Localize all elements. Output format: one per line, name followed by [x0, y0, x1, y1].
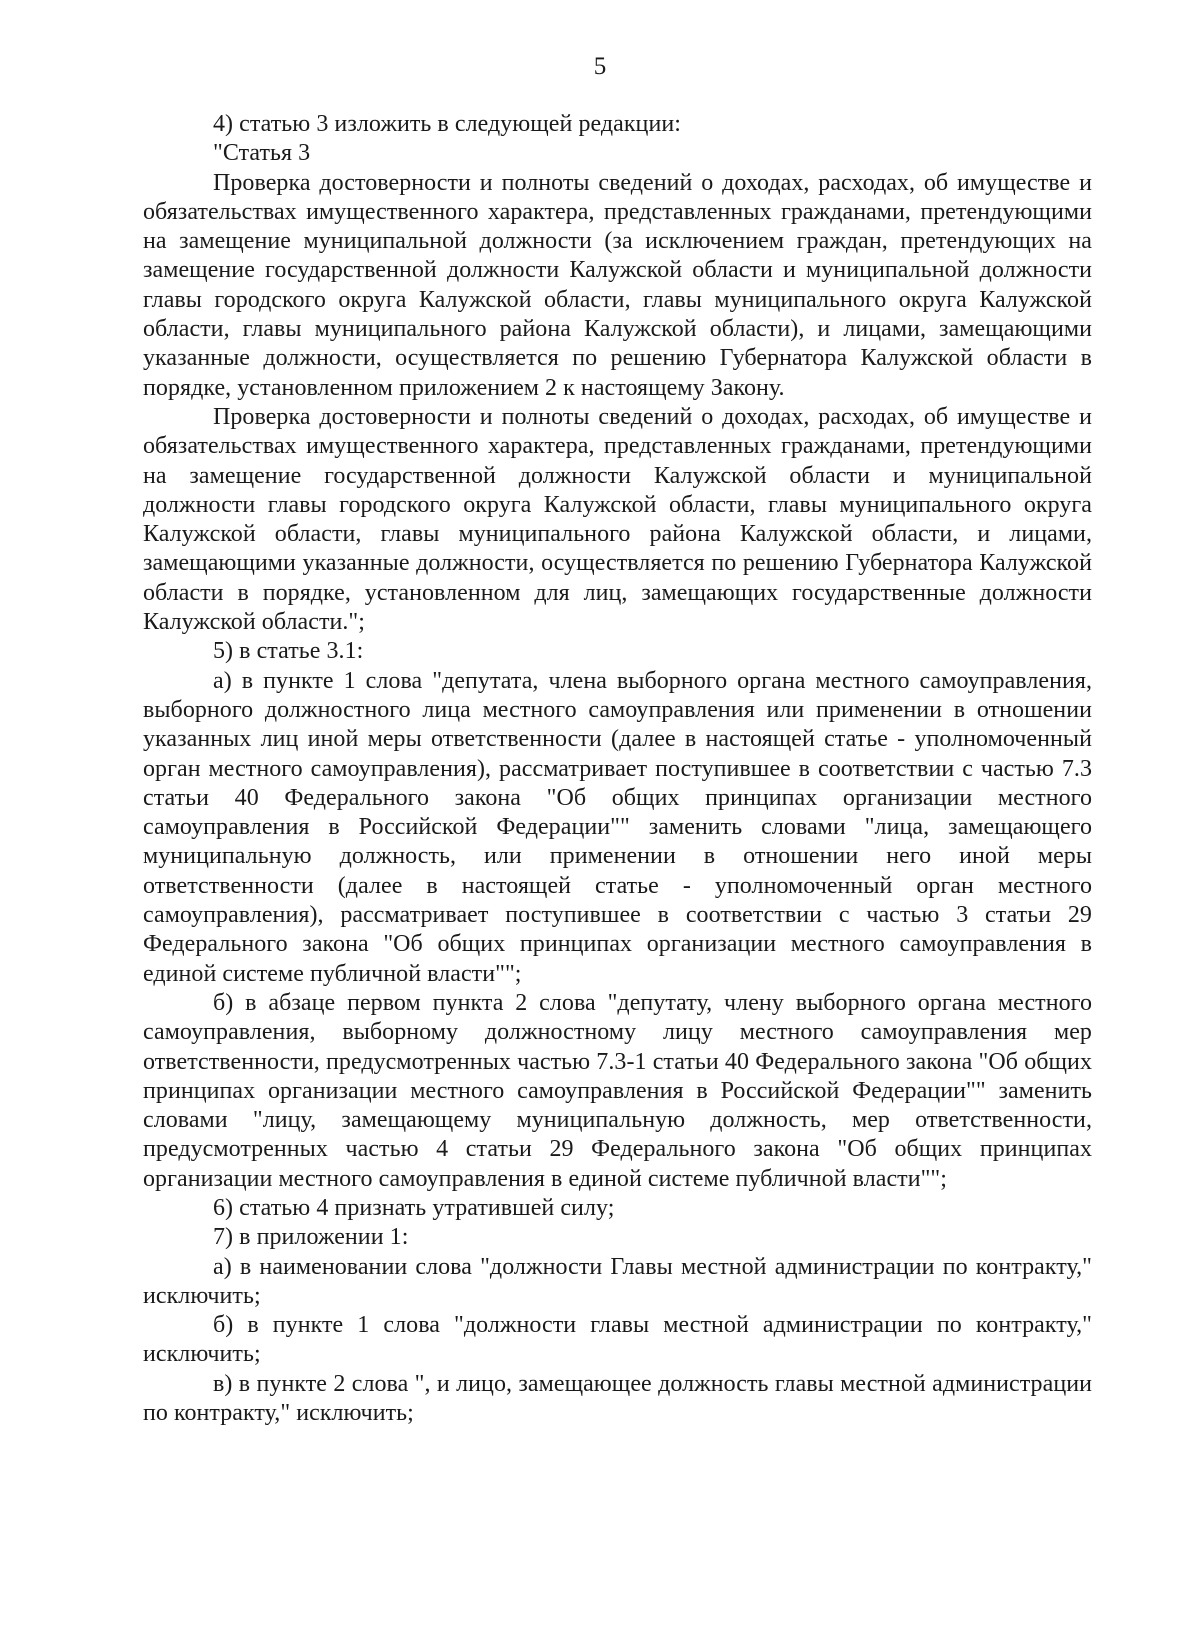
amendment-subitem-a: а) в пункте 1 слова "депутата, члена выборного органа местного самоуправления, выборного должностного лица местного самоуправления или применении в отношении указанных лиц иной меры ответственности (далее в настоящей статье - уполномоченный орган местного самоуправления), рассматривает поступившее в соответствии с частью 7.3 статьи 40 Федерального закона "Об общих принципах организации местного самоуправления в Российской Федерации"" заменить словами "лица, замещающего муниципальную должность, или применении в отношении него иной меры ответственности (далее в настоящей статье - уполномоченный орган местного самоуправления), рассматривает поступившее в соответствии с частью 3 статьи 29 Федерального закона "Об общих принципах организации местного самоуправления в единой системе публичной власти""; [143, 667, 1092, 987]
amendment-item-5: 5) в статье 3.1: [213, 638, 364, 665]
amendment-subitem-b: б) в абзаце первом пункта 2 слова "депутату, члену выборного органа местного самоуправления, выборному должностному лицу местного самоуправления мер ответственности, предусмотренных частью 7.3-1 статьи 40 Федерального закона "Об общих принципах организации местного самоуправления в Российской Федерации"" заменить словами "лицу, замещающему муниципальную должность, мер ответственности, предусмотренных частью 4 статьи 29 Федерального закона "Об общих принципах организации местного самоуправления в единой системе публичной власти""; [143, 989, 1092, 1192]
amendment-item-7: 7) в приложении 1: [213, 1224, 409, 1251]
article-paragraph: Проверка достоверности и полноты сведений о доходах, расходах, об имуществе и обязательствах имущественного характера, представленных гражданами, претендующими на замещение муниципальной должности (за исключением граждан, претендующих на замещение государственной должности Калужской области и муниципальной должности главы городского округа Калужской области, главы муниципального округа Калужской области, главы муниципального района Калужской области), и лицами, замещающими указанные должности, осуществляется по решению Губернатора Калужской области в порядке, установленном приложением 2 к настоящему Закону. [143, 169, 1092, 401]
page-number: 5 [593, 53, 607, 80]
amendment-item-4: 4) статью 3 изложить в следующей редакции: [213, 111, 681, 137]
article-heading: "Статья 3 [213, 140, 311, 167]
amendment-subitem-v: в) в пункте 2 слова ", и лицо, замещающее должность главы местной администрации по контракту," исключить; [143, 1370, 1092, 1427]
amendment-item-6: 6) статью 4 признать утратившей силу; [213, 1194, 615, 1221]
amendment-subitem-b: б) в пункте 1 слова "должности главы местной администрации по контракту," исключить; [143, 1312, 1092, 1368]
amendment-subitem-a: а) в наименовании слова "должности Главы местной администрации по контракту," исключить; [143, 1253, 1092, 1309]
document-body [143, 110, 1092, 1428]
article-paragraph: Проверка достоверности и полноты сведений о доходах, расходах, об имуществе и обязательствах имущественного характера, представленных гражданами, претендующими на замещение государственной должности Калужской области и муниципальной должности главы городского округа Калужской области, главы муниципального округа Калужской области, главы муниципального района Калужской области, и лицами, замещающими указанные должности, осуществляется по решению Губернатора Калужской области в порядке, установленном для лиц, замещающих государственные должности Калужской области."; [143, 403, 1092, 636]
